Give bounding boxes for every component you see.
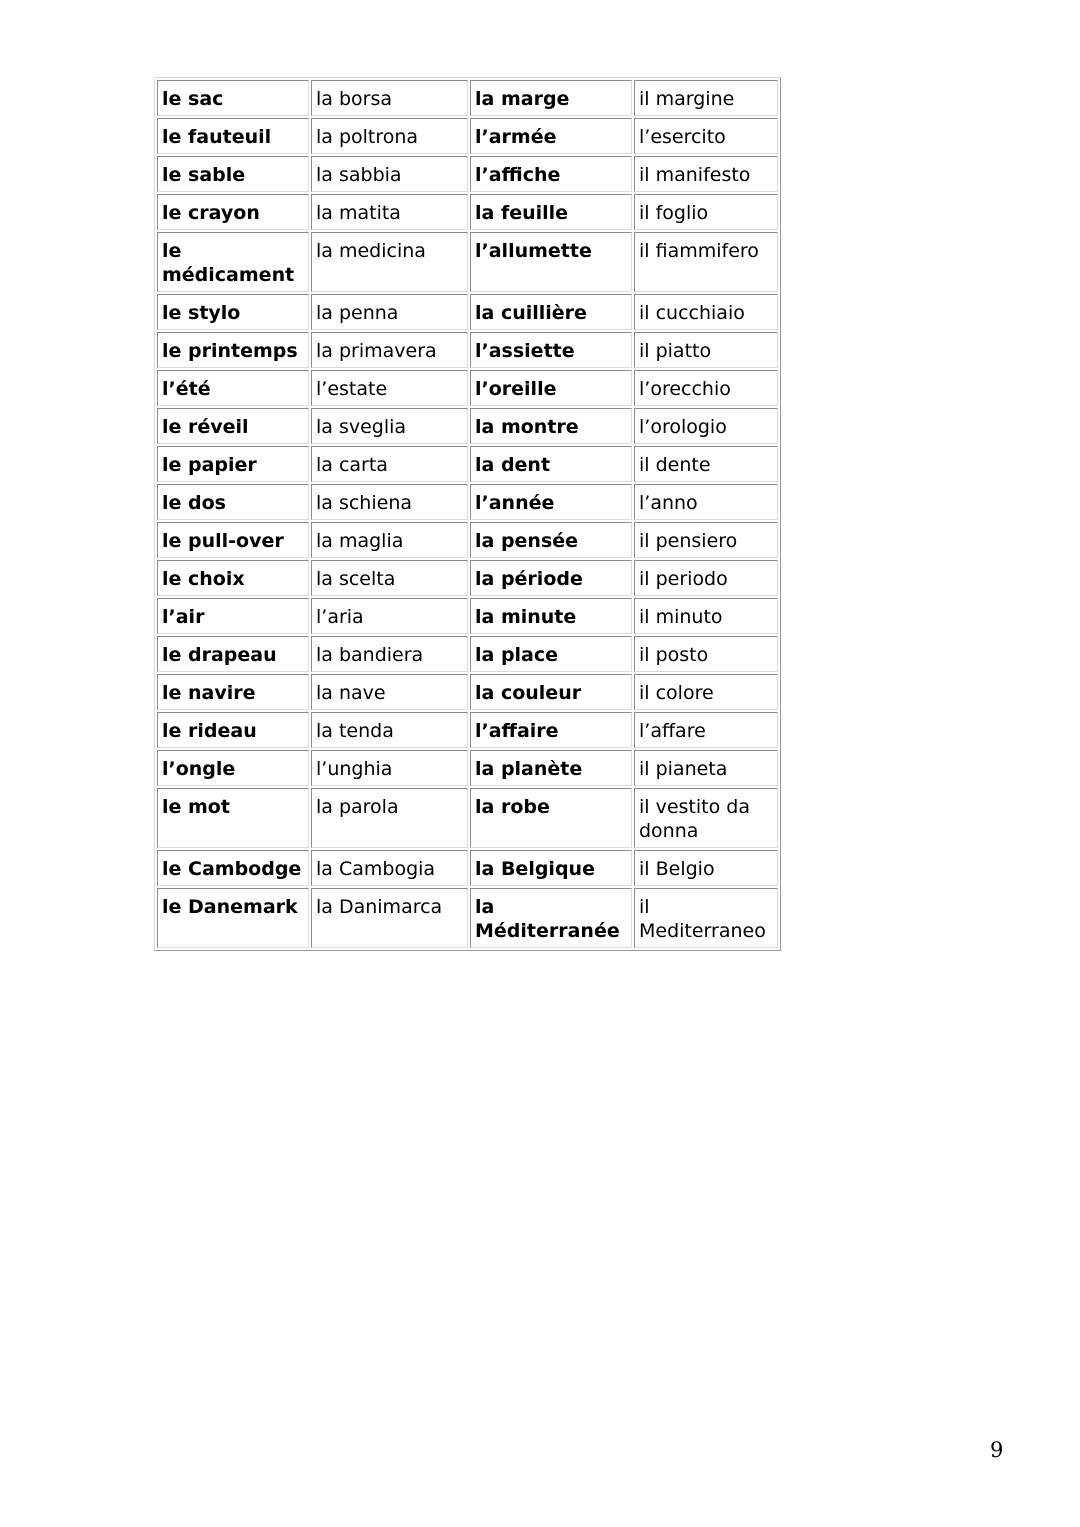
table-row [157, 674, 778, 710]
french-word: le fauteuil [157, 118, 309, 154]
italian-translation: la poltrona [311, 118, 468, 154]
table-row [157, 118, 778, 154]
french-word: le rideau [157, 712, 309, 748]
italian-translation: il periodo [634, 560, 778, 596]
vocabulary-table-body [157, 80, 778, 948]
italian-translation: l’orecchio [634, 370, 778, 406]
table-row [157, 788, 778, 848]
french-word: la feuille [470, 194, 632, 230]
french-word: l’assiette [470, 332, 632, 368]
italian-translation: la parola [311, 788, 468, 848]
table-row [157, 80, 778, 116]
french-word: la robe [470, 788, 632, 848]
italian-translation: l’affare [634, 712, 778, 748]
table-row [157, 636, 778, 672]
french-word: l’été [157, 370, 309, 406]
italian-translation: il foglio [634, 194, 778, 230]
french-word: l’armée [470, 118, 632, 154]
italian-translation: il piatto [634, 332, 778, 368]
italian-translation: la tenda [311, 712, 468, 748]
french-word: la montre [470, 408, 632, 444]
french-word: la cuillière [470, 294, 632, 330]
french-word: le drapeau [157, 636, 309, 672]
french-word: l’affaire [470, 712, 632, 748]
french-word: le médicament [157, 232, 309, 292]
italian-translation: la sveglia [311, 408, 468, 444]
french-word: la Belgique [470, 850, 632, 886]
italian-translation: l’estate [311, 370, 468, 406]
table-row [157, 522, 778, 558]
table-row [157, 888, 778, 948]
table-row [157, 332, 778, 368]
italian-translation: l’unghia [311, 750, 468, 786]
french-word: le crayon [157, 194, 309, 230]
italian-translation: la primavera [311, 332, 468, 368]
italian-translation: il pianeta [634, 750, 778, 786]
italian-translation: il manifesto [634, 156, 778, 192]
italian-translation: il fiammifero [634, 232, 778, 292]
french-word: le sable [157, 156, 309, 192]
french-word: l’oreille [470, 370, 632, 406]
table-row [157, 370, 778, 406]
french-word: le réveil [157, 408, 309, 444]
french-word: le choix [157, 560, 309, 596]
italian-translation: la maglia [311, 522, 468, 558]
italian-translation: la Cambogia [311, 850, 468, 886]
french-word: la Méditerranée [470, 888, 632, 948]
french-word: la planète [470, 750, 632, 786]
page-number: 9 [990, 1438, 1004, 1462]
table-row [157, 408, 778, 444]
table-row [157, 446, 778, 482]
table-row [157, 712, 778, 748]
french-word: le Danemark [157, 888, 309, 948]
french-word: la place [470, 636, 632, 672]
italian-translation: il colore [634, 674, 778, 710]
french-word: l’allumette [470, 232, 632, 292]
italian-translation: l’esercito [634, 118, 778, 154]
italian-translation: la schiena [311, 484, 468, 520]
french-word: le pull-over [157, 522, 309, 558]
french-word: le sac [157, 80, 309, 116]
french-word: le Cambodge [157, 850, 309, 886]
italian-translation: il minuto [634, 598, 778, 634]
italian-translation: il vestito da donna [634, 788, 778, 848]
italian-translation: la penna [311, 294, 468, 330]
french-word: le printemps [157, 332, 309, 368]
italian-translation: il posto [634, 636, 778, 672]
french-word: la pensée [470, 522, 632, 558]
italian-translation: la bandiera [311, 636, 468, 672]
italian-translation: l’anno [634, 484, 778, 520]
table-row [157, 484, 778, 520]
italian-translation: il pensiero [634, 522, 778, 558]
table-row [157, 560, 778, 596]
french-word: la période [470, 560, 632, 596]
french-word: l’air [157, 598, 309, 634]
french-word: le stylo [157, 294, 309, 330]
french-word: le navire [157, 674, 309, 710]
italian-translation: l’aria [311, 598, 468, 634]
french-word: l’ongle [157, 750, 309, 786]
french-word: le dos [157, 484, 309, 520]
italian-translation: il dente [634, 446, 778, 482]
table-row [157, 294, 778, 330]
italian-translation: la medicina [311, 232, 468, 292]
italian-translation: la Danimarca [311, 888, 468, 948]
italian-translation: la matita [311, 194, 468, 230]
italian-translation: la carta [311, 446, 468, 482]
italian-translation: la sabbia [311, 156, 468, 192]
italian-translation: il cucchiaio [634, 294, 778, 330]
french-word: l’année [470, 484, 632, 520]
italian-translation: la nave [311, 674, 468, 710]
french-word: la marge [470, 80, 632, 116]
italian-translation: l’orologio [634, 408, 778, 444]
french-word: le papier [157, 446, 309, 482]
french-word: la dent [470, 446, 632, 482]
french-word: la minute [470, 598, 632, 634]
french-word: le mot [157, 788, 309, 848]
table-row [157, 194, 778, 230]
italian-translation: la borsa [311, 80, 468, 116]
italian-translation: il Belgio [634, 850, 778, 886]
vocabulary-table [154, 77, 781, 951]
italian-translation: la scelta [311, 560, 468, 596]
french-word: l’affiche [470, 156, 632, 192]
table-row [157, 750, 778, 786]
french-word: la couleur [470, 674, 632, 710]
table-row [157, 232, 778, 292]
italian-translation: il Mediterraneo [634, 888, 778, 948]
table-row [157, 850, 778, 886]
table-row [157, 598, 778, 634]
table-row [157, 156, 778, 192]
italian-translation: il margine [634, 80, 778, 116]
